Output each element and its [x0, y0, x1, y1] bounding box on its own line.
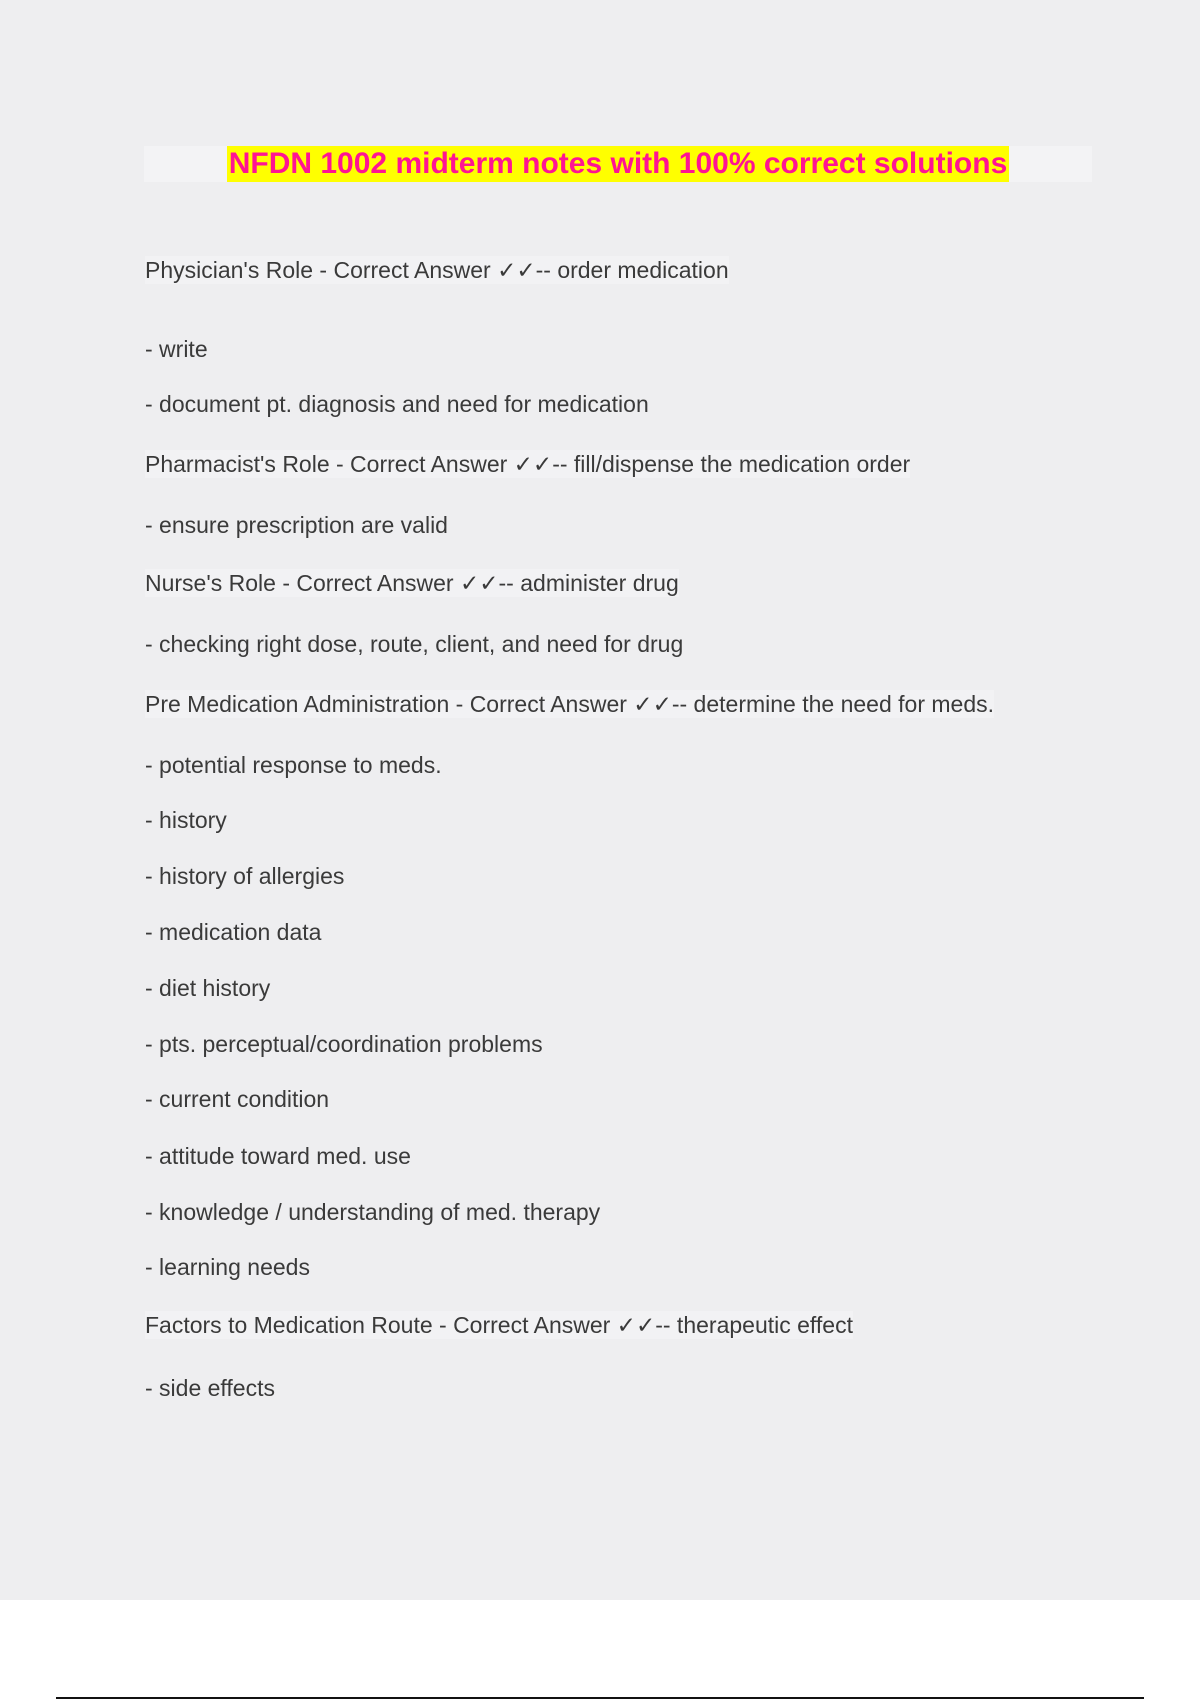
list-item: - current condition: [145, 1086, 330, 1112]
list-item: - attitude toward med. use: [145, 1143, 411, 1169]
list-item: - pts. perceptual/coordination problems: [145, 1031, 543, 1057]
footer-rule: [56, 1697, 1144, 1699]
question-line-pre-medication: Pre Medication Administration - Correct Answer ✓✓-- determine the need for meds.: [145, 691, 995, 717]
list-item: - history: [145, 807, 227, 833]
question-line-pharmacist-role: Pharmacist's Role - Correct Answer ✓✓-- fill/dispense the medication order: [145, 451, 911, 477]
list-item: - potential response to meds.: [145, 752, 442, 778]
list-item: - history of allergies: [145, 863, 345, 889]
list-item: - checking right dose, route, client, and need for drug: [145, 631, 684, 657]
list-item: - diet history: [145, 975, 271, 1001]
list-item: - side effects: [145, 1375, 275, 1401]
list-item: - knowledge / understanding of med. therapy: [145, 1199, 601, 1225]
list-item: - write: [145, 336, 208, 362]
list-item: - medication data: [145, 919, 322, 945]
question-line-physician-role: Physician's Role - Correct Answer ✓✓-- order medication: [145, 257, 729, 283]
document-title: NFDN 1002 midterm notes with 100% correct solutions: [228, 147, 1008, 180]
question-line-nurse-role: Nurse's Role - Correct Answer ✓✓-- administer drug: [145, 570, 679, 596]
list-item: - ensure prescription are valid: [145, 512, 448, 538]
title-band: [144, 146, 1092, 182]
list-item: - document pt. diagnosis and need for medication: [145, 391, 649, 417]
list-item: - learning needs: [145, 1254, 310, 1280]
question-line-medication-route: Factors to Medication Route - Correct Answer ✓✓-- therapeutic effect: [145, 1312, 853, 1338]
